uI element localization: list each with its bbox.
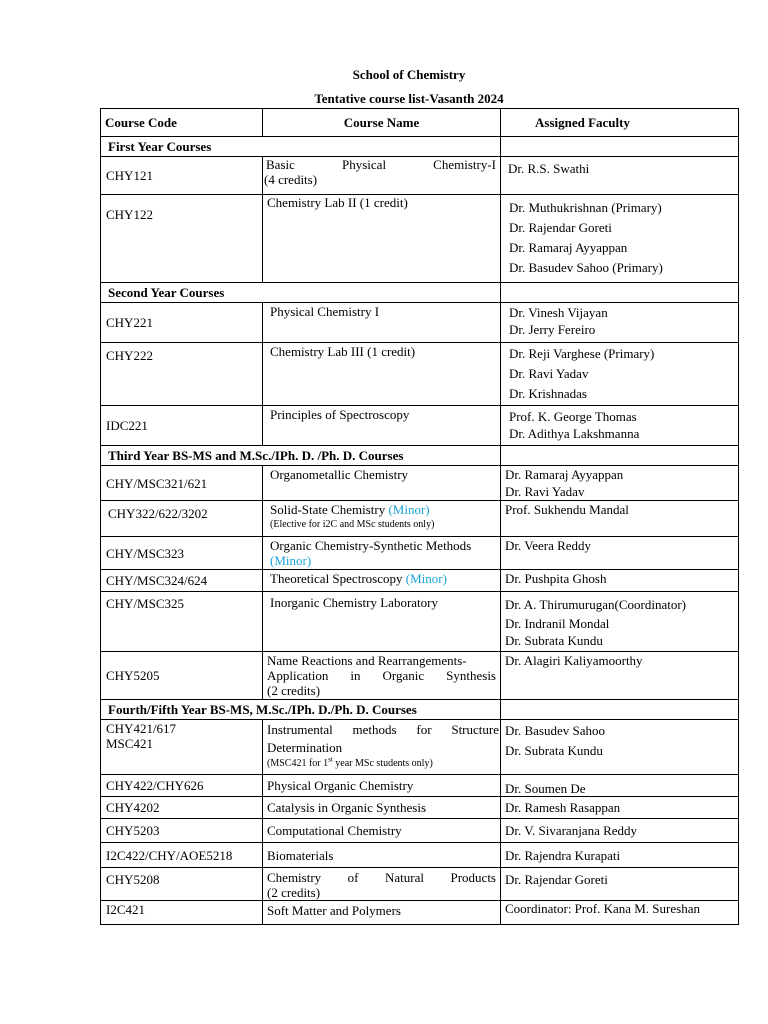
course-credits: (4 credits): [264, 172, 318, 187]
faculty-name: Dr. Basudev Sahoo (Primary): [509, 260, 663, 275]
course-code: CHY/MSC324/624: [101, 570, 263, 592]
course-code: CHY/MSC321/621: [101, 466, 263, 501]
course-code: CHY5205: [101, 652, 263, 700]
faculty-name: Dr. Adithya Lakshmanna: [509, 426, 640, 441]
course-code: I2C422/CHY/AOE5218: [101, 843, 263, 868]
table-row: [101, 466, 739, 501]
faculty-name: Coordinator: Prof. Kana M. Sureshan: [505, 901, 700, 916]
faculty-cell: [501, 592, 739, 652]
column-header-faculty: Assigned Faculty: [501, 109, 739, 137]
table-row: [101, 720, 739, 775]
faculty-cell: [501, 466, 739, 501]
section-row-second-year: [101, 283, 739, 303]
table-row: [101, 157, 739, 195]
faculty-cell: [501, 406, 739, 446]
table-row: [101, 406, 739, 446]
faculty-name: Dr. Soumen De: [505, 781, 586, 796]
section-empty-cell: [501, 137, 739, 157]
course-name-text: Theoretical Spectroscopy: [270, 571, 403, 586]
course-code: I2C421: [101, 901, 263, 925]
section-label: Third Year BS-MS and M.Sc./IPh. D. /Ph. D. Courses: [101, 446, 501, 466]
table-row: [101, 775, 739, 797]
course-name: Biomaterials: [263, 843, 501, 868]
course-name: Chemistry Lab II (1 credit): [263, 195, 501, 283]
course-name: [263, 652, 501, 700]
course-name-line: Determination: [267, 740, 343, 755]
course-name: Inorganic Chemistry Laboratory: [263, 592, 501, 652]
minor-tag: (Minor): [405, 571, 447, 586]
document-subtitle: Tentative course list-Vasanth 2024: [314, 91, 504, 106]
course-note: (Elective for i2C and MSc students only): [270, 519, 435, 530]
section-label: Second Year Courses: [101, 283, 501, 303]
table-row: [101, 343, 739, 406]
faculty-name: Dr. Ramaraj Ayyappan: [509, 240, 628, 255]
course-code: CHY/MSC323: [101, 537, 263, 570]
course-name-text: Basic Physical Chemistry-I: [266, 157, 496, 172]
faculty-name: Dr. Rajendar Goreti: [509, 220, 612, 235]
faculty-cell: [501, 157, 739, 195]
faculty-name: Dr. Subrata Kundu: [505, 633, 603, 648]
minor-tag: (Minor): [270, 553, 312, 568]
course-note-text: year MSc students only): [332, 758, 433, 769]
table-row: [101, 652, 739, 700]
faculty-cell: [501, 652, 739, 700]
faculty-cell: [501, 819, 739, 843]
faculty-name: Dr. Rajendra Kurapati: [505, 847, 621, 863]
faculty-cell: [501, 775, 739, 797]
course-name: [263, 868, 501, 901]
faculty-name: Dr. R.S. Swathi: [508, 161, 590, 176]
course-code: CHY4202: [101, 797, 263, 819]
table-row: [101, 901, 739, 925]
column-header-name: Course Name: [263, 109, 501, 137]
table-row: [101, 819, 739, 843]
course-note-sup: st: [328, 755, 333, 764]
table-row: [101, 537, 739, 570]
faculty-name: Dr. Rajendar Goreti: [505, 872, 608, 887]
faculty-cell: [501, 537, 739, 570]
table-row: [101, 592, 739, 652]
section-empty-cell: [501, 446, 739, 466]
faculty-cell: [501, 797, 739, 819]
course-name-text: Organic Chemistry-Synthetic Methods: [270, 538, 472, 553]
table-row: [101, 195, 739, 283]
course-code: CHY122: [101, 195, 263, 283]
table-row: [101, 303, 739, 343]
faculty-cell: [501, 720, 739, 775]
faculty-name: Dr. Ravi Yadav: [505, 484, 585, 499]
faculty-cell: [501, 343, 739, 406]
section-row-first-year: [101, 137, 739, 157]
course-name-text: Solid-State Chemistry: [270, 502, 386, 517]
section-row-third-year: [101, 446, 739, 466]
column-header-code: Course Code: [101, 109, 263, 137]
course-name-line: Application in Organic Synthesis: [267, 668, 496, 683]
course-name: Physical Chemistry I: [263, 303, 501, 343]
course-code: CHY/MSC325: [101, 592, 263, 652]
course-code: CHY422/CHY626: [101, 775, 263, 797]
course-name-line: Instrumental methods for Structure: [267, 722, 499, 737]
faculty-name: Dr. Ramesh Rasappan: [505, 800, 621, 815]
faculty-name: Dr. Ravi Yadav: [509, 366, 589, 381]
faculty-name: Dr. Subrata Kundu: [505, 743, 603, 758]
faculty-cell: [501, 843, 739, 868]
course-code-line: CHY421/617: [106, 721, 177, 736]
course-name-line: Name Reactions and Rearrangements-: [267, 653, 467, 668]
faculty-name: Dr. Reji Varghese (Primary): [509, 346, 655, 361]
course-name: Chemistry Lab III (1 credit): [263, 343, 501, 406]
course-code: CHY121: [101, 157, 263, 195]
course-credits: (2 credits): [267, 885, 321, 900]
course-code: [101, 720, 263, 775]
faculty-name: Dr. Muthukrishnan (Primary): [509, 200, 662, 215]
section-label: First Year Courses: [101, 137, 501, 157]
table-row: [101, 501, 739, 537]
school-title: School of Chemistry: [352, 67, 466, 82]
course-name: Soft Matter and Polymers: [263, 901, 501, 925]
course-credits: (2 credits): [267, 683, 321, 698]
course-name: Computational Chemistry: [263, 819, 501, 843]
table-row: [101, 868, 739, 901]
table-row: [101, 570, 739, 592]
minor-tag: (Minor): [388, 502, 430, 517]
course-note-text: (MSC421 for 1: [267, 758, 329, 769]
course-code: CHY322/622/3202: [101, 501, 263, 537]
faculty-cell: [501, 570, 739, 592]
faculty-name: Dr. A. Thirumurugan(Coordinator): [505, 597, 687, 612]
course-name: Physical Organic Chemistry: [263, 775, 501, 797]
table-row: [101, 797, 739, 819]
faculty-cell: [501, 501, 739, 537]
course-name: Principles of Spectroscopy: [263, 406, 501, 446]
course-name-text: Chemistry of Natural Products: [267, 870, 496, 885]
faculty-cell: [501, 195, 739, 283]
faculty-name: Dr. V. Sivaranjana Reddy: [505, 823, 638, 838]
course-name: [263, 157, 501, 195]
course-name: Catalysis in Organic Synthesis: [263, 797, 501, 819]
course-code: CHY5203: [101, 819, 263, 843]
course-code: CHY5208: [101, 868, 263, 901]
course-name: [263, 501, 501, 537]
course-name: [263, 570, 501, 592]
course-code: IDC221: [101, 406, 263, 446]
course-code: CHY221: [101, 303, 263, 343]
table-header-row: [101, 109, 739, 137]
faculty-name: Dr. Vinesh Vijayan: [509, 305, 608, 320]
faculty-cell: [501, 303, 739, 343]
section-row-fourth-fifth-year: [101, 700, 739, 720]
faculty-name: Prof. K. George Thomas: [509, 409, 637, 424]
course-code: CHY222: [101, 343, 263, 406]
section-label: Fourth/Fifth Year BS-MS, M.Sc./IPh. D./Ph. D. Courses: [101, 700, 501, 720]
faculty-name: Dr. Krishnadas: [509, 386, 587, 401]
faculty-name: Dr. Alagiri Kaliyamoorthy: [505, 653, 643, 668]
table-row: [101, 843, 739, 868]
faculty-name: Dr. Pushpita Ghosh: [505, 571, 607, 586]
course-name: Organometallic Chemistry: [263, 466, 501, 501]
section-empty-cell: [501, 283, 739, 303]
faculty-cell: [501, 901, 739, 925]
course-table: [100, 108, 739, 925]
course-note: [267, 755, 499, 770]
section-empty-cell: [501, 700, 739, 720]
course-name: [263, 720, 501, 775]
course-name: [263, 537, 501, 570]
faculty-name: Dr. Veera Reddy: [505, 538, 592, 553]
faculty-name: Dr. Jerry Fereiro: [509, 322, 596, 337]
course-code-line: MSC421: [106, 736, 153, 751]
faculty-name: Dr. Indranil Mondal: [505, 616, 610, 631]
faculty-cell: [501, 868, 739, 901]
faculty-name: Prof. Sukhendu Mandal: [505, 502, 629, 517]
faculty-name: Dr. Ramaraj Ayyappan: [505, 467, 624, 482]
faculty-name: Dr. Basudev Sahoo: [505, 723, 606, 738]
